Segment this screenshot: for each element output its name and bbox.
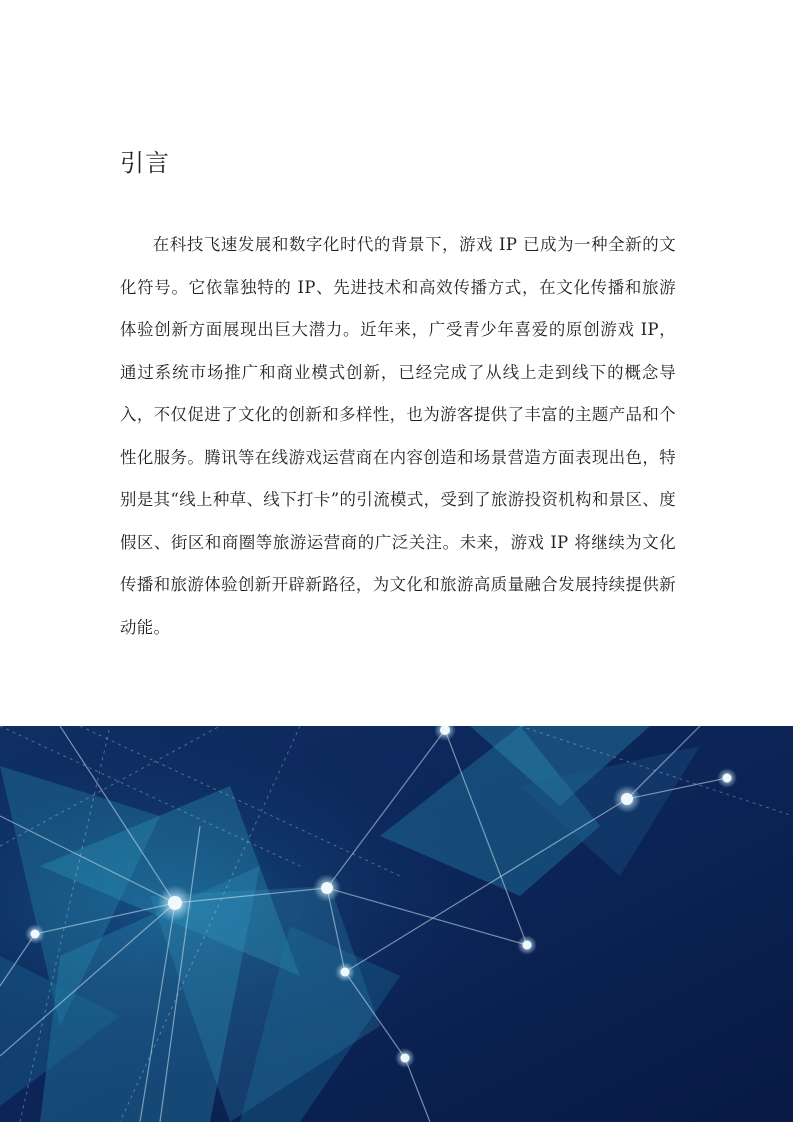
intro-paragraph: 在科技飞速发展和数字化时代的背景下，游戏 IP 已成为一种全新的文化符号。它依靠独特的 IP、先进技术和高效传播方式，在文化传播和旅游体验创新方面展现出巨大潜力。近年来，广受青少年喜爱的原创游戏 IP，通过系统市场推广和商业模式创新，已经完成了从线上走到线下的概念导入，不仅促进了文化的创新和多样性，也为游客提供了丰富的主题产品和个性化服务。腾讯等在线游戏运营商在内容创造和场景营造方面表现出色，特别是其“线上种草、线下打卡”的引流模式，受到了旅游投资机构和景区、度假区、街区和商圈等旅游运营商的广泛关注。未来，游戏 IP 将继续为文化传播和旅游体验创新开辟新路径，为文化和旅游高质量融合发展持续提供新动能。 xyxy=(120,235,676,637)
network-graphic xyxy=(0,726,793,1122)
section-heading: 引言 xyxy=(120,149,170,177)
decorative-network-banner xyxy=(0,726,793,1122)
